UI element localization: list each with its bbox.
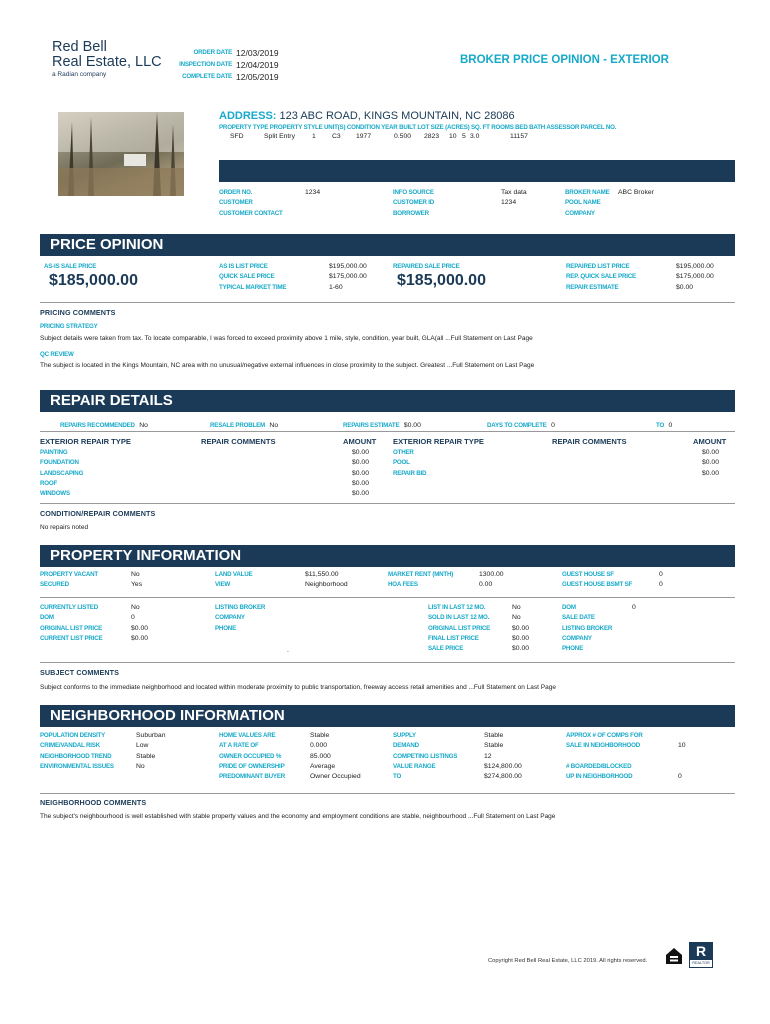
repair-right-types [393, 448, 426, 479]
spacer-value [678, 752, 686, 762]
subject-comments-title: SUBJECT COMMENTS [40, 668, 120, 677]
value-range-label: VALUE RANGE [393, 762, 436, 770]
dom-value: 0 [131, 614, 135, 622]
land-values [305, 570, 348, 591]
date-row [150, 47, 290, 59]
days-to [656, 414, 672, 432]
repair-amount: $0.00 [351, 459, 369, 467]
neighborhood-trend-value: Stable [136, 752, 156, 760]
market-rent-value: 1300.00 [479, 571, 504, 578]
neighborhood-trend-label: NEIGHBORHOOD TREND [40, 752, 112, 760]
repaired-list-price-value: $195,000.00 [676, 263, 714, 270]
address-value: 123 ABC ROAD, KINGS MOUNTAIN, NC 28086 [279, 110, 515, 122]
repair-type: WINDOWS [40, 490, 70, 498]
as-is-list-price-label: AS IS LIST PRICE [219, 263, 268, 270]
days-to-complete-label: DAYS TO COMPLETE [487, 422, 547, 429]
environmental-issues-label: ENVIRONMENTAL ISSUES [40, 762, 114, 770]
neighborhood-c3-labels [393, 731, 457, 782]
company-name-line2: Real Estate, LLC [52, 54, 162, 70]
repair-type: REPAIR BID [393, 469, 427, 477]
supply-label: SUPPLY [393, 732, 416, 739]
guest-house-bsmt-value: 0 [659, 581, 663, 589]
stray-dot: . [287, 647, 289, 654]
approx-comps-label: APPROX # OF COMPS FOR [566, 732, 643, 739]
days-to-complete [487, 414, 555, 432]
crime-risk-value: Low [136, 742, 149, 750]
repair-amount-header-2: AMOUNT [693, 437, 727, 446]
price-right-values [676, 262, 714, 293]
info-labels [393, 188, 434, 219]
vacancy-labels [40, 570, 98, 591]
sale-phone-label: PHONE [562, 645, 584, 653]
list-last-12-label: LIST IN LAST 12 MO. [428, 604, 486, 611]
neighborhood-comments-text: The subject's neighbourhood is well established with stable property values and the economy and employment conditions are stable, neighbourhood ...Full Statement on Last Page [40, 813, 556, 820]
neighborhood-c3-values [484, 731, 522, 782]
repair-amount: $0.00 [351, 449, 369, 456]
rent-values [479, 570, 504, 591]
date-value: 12/04/2019 [236, 60, 279, 70]
supply-value: Stable [484, 732, 504, 739]
date-row [150, 71, 290, 83]
demand-value: Stable [484, 742, 504, 750]
info-source-label: INFO SOURCE [393, 189, 434, 196]
predominant-buyer-value: Owner Occupied [310, 773, 361, 781]
repaired-sale-price-value: $185,000.00 [397, 272, 486, 289]
property-information-title: PROPERTY INFORMATION [50, 547, 242, 564]
as-is-list-price-value: $195,000.00 [329, 263, 367, 270]
pricing-comments-title: PRICING COMMENTS [40, 308, 116, 317]
repair-type-header-2: EXTERIOR REPAIR TYPE [393, 437, 484, 446]
divider [40, 793, 735, 794]
repairs-estimate-label: REPAIRS ESTIMATE [343, 422, 400, 429]
repairs-recommended-value: No [139, 422, 148, 429]
repair-amount-header: AMOUNT [343, 437, 377, 446]
final-list-price-label: FINAL LIST PRICE [428, 634, 479, 642]
current-list-price-value: $0.00 [131, 634, 149, 642]
home-values-label: HOME VALUES ARE [219, 732, 276, 739]
spacer-label [566, 752, 643, 762]
date-label: COMPLETE DATE [182, 73, 232, 80]
rooms-value: 10 [449, 133, 457, 140]
address-line [219, 110, 515, 122]
value-range-to-value: $274,800.00 [484, 773, 522, 781]
guest-house-sf-label: GUEST HOUSE SF [562, 571, 614, 578]
property-type-value: SFD [230, 133, 244, 140]
rate-label: AT A RATE OF [219, 742, 259, 750]
date-row [150, 59, 290, 71]
final-list-price-value: $0.00 [512, 634, 530, 642]
pride-ownership-value: Average [310, 762, 336, 770]
listing-broker-label: LISTING BROKER [215, 604, 266, 611]
bath-value: 3.0 [470, 133, 480, 140]
typical-market-time-label: TYPICAL MARKET TIME [219, 283, 287, 291]
up-in-neighborhood-value: 0 [678, 773, 682, 781]
equal-housing-icon [664, 946, 684, 966]
divider [40, 662, 735, 663]
original-list-price-label-2: ORIGINAL LIST PRICE [428, 624, 491, 632]
pricing-strategy-text: Subject details were taken from tax. To locate comparable, I was forced to exceed proximity above 1 mile, style, condition, year built, GLA(all ...Full Statement on Last Page [40, 335, 533, 342]
sale-date-label: SALE DATE [562, 614, 595, 622]
repair-details-title: REPAIR DETAILS [50, 392, 173, 409]
view-value: Neighborhood [305, 581, 348, 589]
company-name-line1: Red Bell [52, 39, 107, 55]
lot-size-value: 0.500 [394, 133, 412, 140]
repair-amount: $0.00 [351, 479, 369, 487]
date-value: 12/03/2019 [236, 48, 279, 58]
neighborhood-information-bar [40, 705, 735, 727]
sale-detail-labels [562, 603, 612, 654]
price-mid-values [329, 262, 367, 293]
value-range-to-label: TO [393, 773, 402, 781]
report-dates [150, 47, 290, 83]
quick-sale-price-value: $175,000.00 [329, 273, 367, 281]
sqft-value: 2823 [424, 133, 440, 140]
units-value: 1 [312, 133, 316, 140]
order-header-bar [219, 160, 735, 182]
repair-right-amounts [694, 448, 719, 479]
qc-review-label: QC REVIEW [40, 351, 74, 358]
listing-values [131, 603, 148, 644]
realtor-caption: REALTOR [692, 961, 710, 965]
neighborhood-c1-values [136, 731, 165, 772]
order-no-label: ORDER NO. [219, 189, 253, 196]
sold-last-12-value: No [512, 614, 521, 622]
repair-amount: $0.00 [351, 490, 369, 498]
pool-name-label: POOL NAME [565, 199, 601, 207]
neighborhood-c2-labels [219, 731, 285, 782]
sale-dom-value: 0 [632, 604, 636, 611]
list-last-12-value: No [512, 604, 521, 611]
repair-type-header: EXTERIOR REPAIR TYPE [40, 437, 131, 446]
predominant-buyer-label: PREDOMINANT BUYER [219, 773, 286, 781]
address-label: ADDRESS: [219, 110, 277, 122]
repairs-recommended-label: REPAIRS RECOMMENDED [60, 422, 135, 429]
competing-listings-label: COMPETING LISTINGS [393, 752, 458, 760]
date-label: INSPECTION DATE [179, 61, 232, 68]
up-in-neighborhood-label: UP IN NEIGHBORHOOD [566, 773, 633, 781]
customer-label: CUSTOMER [219, 199, 253, 207]
market-rent-label: MARKET RENT (MNTH) [388, 571, 454, 578]
days-to-label: TO [656, 422, 665, 429]
neighborhood-information-title: NEIGHBORHOOD INFORMATION [50, 707, 285, 724]
company-logo [52, 40, 162, 78]
order-values [305, 188, 320, 198]
price-right-labels [566, 262, 636, 293]
date-value: 12/05/2019 [236, 72, 279, 82]
date-label: ORDER DATE [193, 49, 232, 56]
sale-neighborhood-value: 10 [678, 742, 686, 750]
owner-occupied-label: OWNER OCCUPIED % [219, 752, 282, 760]
property-attributes-header: PROPERTY TYPE PROPERTY STYLE UNIT(S) CONDITION YEAR BUILT LOT SIZE (ACRES) SQ. FT ROOMS BED BATH ASSESSOR PARCEL NO. [219, 124, 617, 131]
original-list-price-value-2: $0.00 [512, 624, 530, 632]
guest-house-bsmt-label: GUEST HOUSE BSMT SF [562, 581, 633, 589]
bed-value: 5 [462, 133, 466, 140]
repair-amount: $0.00 [701, 449, 719, 456]
repair-type: FOUNDATION [40, 459, 79, 467]
repair-details-bar [40, 390, 735, 412]
property-style-value: Split Entry [264, 133, 295, 140]
listing-labels [40, 603, 102, 644]
as-is-sale-price-label: AS-IS SALE PRICE [44, 263, 97, 270]
sales-history-labels [428, 603, 490, 654]
broker-values [618, 188, 654, 198]
resale-problem-label: RESALE PROBLEM [210, 422, 265, 429]
neighborhood-c2-values [310, 731, 361, 782]
currently-listed-value: No [131, 604, 140, 611]
info-values [501, 188, 527, 209]
company-label: COMPANY [565, 209, 595, 217]
guest-house-values [659, 570, 663, 591]
population-density-value: Suburban [136, 732, 166, 739]
sold-last-12-label: SOLD IN LAST 12 MO. [428, 614, 490, 622]
condition-repair-comments-title: CONDITION/REPAIR COMMENTS [40, 509, 156, 518]
repair-type: ROOF [40, 479, 58, 487]
repairs-estimate [343, 414, 421, 432]
info-source-value: Tax data [501, 189, 527, 196]
repaired-list-price-label: REPAIRED LIST PRICE [566, 263, 630, 270]
secured-value: Yes [131, 581, 143, 589]
sale-detail-values [632, 603, 636, 613]
company-tagline: a Radian company [52, 71, 107, 78]
pride-ownership-label: PRIDE OF OWNERSHIP [219, 762, 285, 770]
year-built-value: 1977 [356, 133, 372, 140]
repaired-sale-price-label: REPAIRED SALE PRICE [393, 263, 460, 270]
neighborhood-c1-labels [40, 731, 114, 772]
photo-trees-graphic [58, 112, 184, 196]
sale-price-label: SALE PRICE [428, 645, 464, 653]
environmental-issues-value: No [136, 762, 145, 770]
guest-house-sf-value: 0 [659, 571, 663, 578]
broker-name-label: BROKER NAME [565, 189, 610, 196]
competing-listings-value: 12 [484, 752, 492, 760]
current-list-price-label: CURRENT LIST PRICE [40, 634, 103, 642]
land-value-value: $11,550.00 [305, 571, 339, 578]
parcel-value: 11157 [510, 133, 528, 140]
home-values-value: Stable [310, 732, 330, 739]
original-list-price-value: $0.00 [131, 624, 149, 632]
hoa-fees-value: 0.00 [479, 581, 493, 589]
repair-estimate-label: REPAIR ESTIMATE [566, 283, 619, 291]
repair-amount: $0.00 [351, 469, 369, 477]
approx-comps-value [678, 731, 686, 741]
hoa-fees-label: HOA FEES [388, 581, 418, 589]
repair-type: PAINTING [40, 449, 68, 456]
price-mid-labels [219, 262, 286, 293]
sale-listing-broker-label: LISTING BROKER [562, 624, 613, 632]
days-to-value: 0 [668, 422, 673, 429]
boarded-blocked-label: # BOARDED/BLOCKED [566, 762, 632, 770]
repair-type: POOL [393, 459, 410, 467]
neighborhood-c4-values [678, 731, 686, 782]
currently-listed-label: CURRENTLY LISTED [40, 604, 98, 611]
realtor-icon: R [690, 943, 712, 960]
order-no-value: 1234 [305, 189, 321, 196]
sales-history-values [512, 603, 529, 654]
repair-left-amounts [344, 448, 369, 499]
vacancy-values [131, 570, 142, 591]
repairs-estimate-value: $0.00 [403, 422, 421, 429]
as-is-sale-price-value: $185,000.00 [49, 272, 138, 289]
condition-repair-comments-text: No repairs noted [40, 524, 89, 531]
price-opinion-title: PRICE OPINION [50, 236, 164, 253]
guest-house-labels [562, 570, 632, 591]
property-vacant-label: PROPERTY VACANT [40, 571, 98, 578]
original-list-price-label: ORIGINAL LIST PRICE [40, 624, 103, 632]
rate-value: 0.000 [310, 742, 328, 750]
rent-labels [388, 570, 453, 591]
customer-contact-label: CUSTOMER CONTACT [219, 209, 283, 217]
repair-summary [60, 414, 148, 432]
copyright-text: Copyright Red Bell Real Estate, LLC 2019. All rights reserved. [488, 958, 648, 964]
repair-comments-header: REPAIR COMMENTS [201, 437, 276, 446]
pricing-strategy-label: PRICING STRATEGY [40, 323, 98, 330]
order-labels [219, 188, 283, 219]
customer-id-label: CUSTOMER ID [393, 199, 435, 207]
listing-company-label: COMPANY [215, 614, 245, 622]
dom-label: DOM [40, 614, 54, 622]
listing-phone-label: PHONE [215, 624, 237, 632]
quick-sale-price-label: QUICK SALE PRICE [219, 273, 275, 281]
rep-quick-sale-price-value: $175,000.00 [676, 273, 714, 281]
days-to-complete-value: 0 [551, 422, 555, 429]
subject-comments-text: Subject conforms to the immediate neighborhood and located within moderate proximity to public transportation, freeway access retail amenities and ...Full Statement on Last Page [40, 684, 556, 691]
realtor-logo [689, 942, 713, 968]
divider [40, 503, 735, 504]
report-title: BROKER PRICE OPINION - EXTERIOR [460, 54, 669, 66]
property-photo [58, 112, 184, 196]
crime-risk-label: CRIME/VANDAL RISK [40, 742, 100, 750]
owner-occupied-value: 85.000 [310, 752, 331, 760]
resale-problem [210, 414, 278, 432]
property-information-bar [40, 545, 735, 567]
value-range-value: $124,800.00 [484, 762, 522, 770]
secured-label: SECURED [40, 581, 69, 589]
population-density-label: POPULATION DENSITY [40, 732, 106, 739]
condition-value: C3 [332, 133, 341, 140]
broker-name-value: ABC Broker [618, 189, 654, 196]
view-label: VIEW [215, 581, 231, 589]
sale-price-value: $0.00 [512, 645, 530, 653]
broker-labels [565, 188, 610, 219]
boarded-blocked-value [678, 762, 686, 772]
sale-dom-label: DOM [562, 604, 576, 611]
resale-problem-value: No [269, 422, 279, 429]
listing-broker-labels [215, 603, 265, 634]
repair-comments-header-2: REPAIR COMMENTS [552, 437, 627, 446]
neighborhood-c4-labels [566, 731, 643, 782]
repair-amount: $0.00 [701, 459, 719, 467]
sale-company-label: COMPANY [562, 634, 592, 642]
divider [40, 431, 735, 432]
divider [40, 597, 735, 598]
typical-market-time-value: 1-60 [329, 283, 343, 291]
qc-review-text: The subject is located in the Kings Mountain, NC area with no unusual/negative external influences in close proximity to the subject. Greatest ...Full Statement on Last Page [40, 362, 535, 369]
sale-neighborhood-label: SALE IN NEIGHBORHOOD [566, 742, 641, 750]
land-value-label: LAND VALUE [215, 571, 253, 578]
neighborhood-comments-title: NEIGHBORHOOD COMMENTS [40, 798, 147, 807]
repair-left-types [40, 448, 83, 499]
divider [40, 302, 735, 303]
repair-type: LANDSCAPING [40, 469, 84, 477]
land-labels [215, 570, 252, 591]
repair-amount: $0.00 [701, 469, 719, 477]
price-opinion-bar [40, 234, 735, 256]
property-vacant-value: No [131, 571, 140, 578]
demand-label: DEMAND [393, 742, 419, 750]
customer-id-value: 1234 [501, 199, 517, 207]
rep-quick-sale-price-label: REP. QUICK SALE PRICE [566, 273, 636, 281]
repair-estimate-value: $0.00 [676, 283, 694, 291]
borrower-label: BORROWER [393, 209, 429, 217]
repair-type: OTHER [393, 449, 414, 456]
